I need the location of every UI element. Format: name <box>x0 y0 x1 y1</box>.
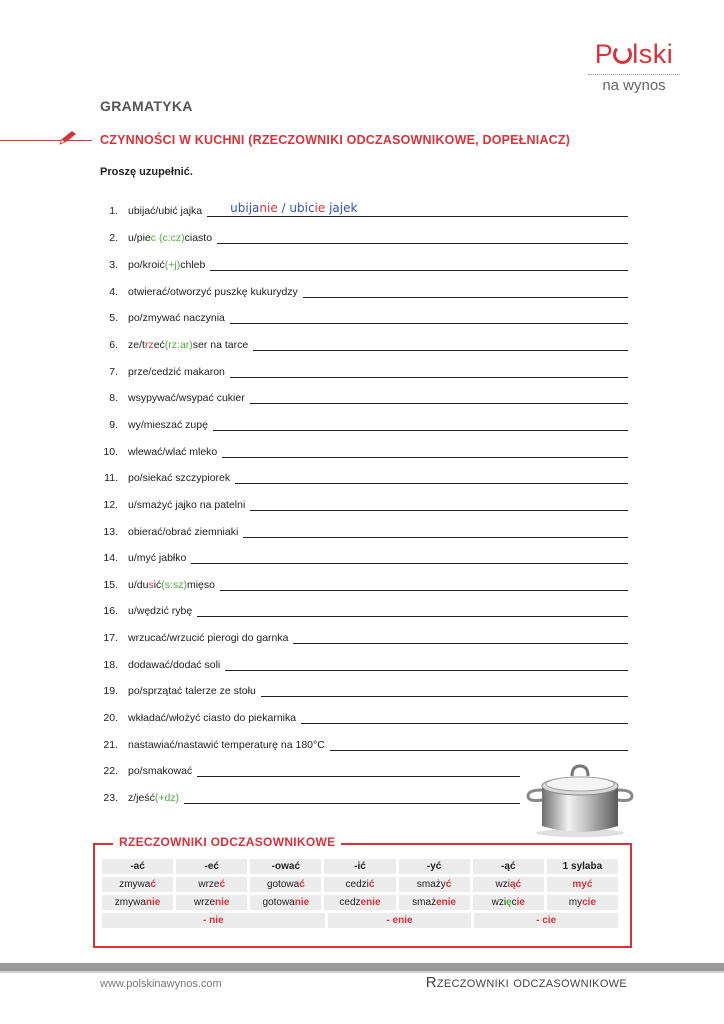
section-label: GRAMATYKA <box>100 98 193 114</box>
noun-ending: nie <box>294 897 310 908</box>
exercise-prompt: po/sprzątać talerze ze stołu <box>128 685 256 697</box>
exercise-prompt: wlewać/wlać mleko <box>128 446 218 458</box>
exercise-item-19 <box>96 681 628 697</box>
exercise-prompt: u/pie <box>128 232 151 244</box>
answer-line[interactable] <box>222 445 628 458</box>
exercise-prompt: ze/t <box>128 339 145 351</box>
pencil-icon <box>58 130 78 146</box>
exercise-item-7 <box>96 362 628 378</box>
exercise-prompt-rest: chleb <box>180 259 206 271</box>
answer-line[interactable] <box>250 498 628 511</box>
exercise-number: 7. <box>109 366 118 378</box>
verb-cell <box>176 877 247 892</box>
answer-line[interactable] <box>220 578 628 591</box>
exercise-prompt: po/kroić <box>128 259 165 271</box>
exercise-prompt-rest: ser na tarce <box>192 339 249 351</box>
worksheet-title: CZYNNOŚCI W KUCHNI (RZECZOWNIKI ODCZASOWNIKOWE, DOPEŁNIACZ) <box>100 133 571 147</box>
exercise-number: 21. <box>103 739 118 751</box>
exercise-prompt: wy/mieszać zupę <box>128 419 208 431</box>
exercise-item-2 <box>96 228 628 244</box>
header-cell: -yć <box>399 859 470 874</box>
exercise-number: 16. <box>103 605 118 617</box>
noun-ending: nie <box>145 897 161 908</box>
exercise-prompt: u/myć jabłko <box>128 552 187 564</box>
exercise-item-6 <box>96 335 628 351</box>
answer-line[interactable] <box>235 471 628 484</box>
noun-cell <box>176 895 247 910</box>
exercise-item-10 <box>96 442 628 458</box>
verb-ending: ć <box>368 879 375 890</box>
noun-stem: wrze <box>193 897 216 908</box>
exercise-prompt: wrzucać/wrzucić pierogi do garnka <box>128 632 289 644</box>
verb-cell <box>399 877 470 892</box>
verb-ending: ć <box>150 879 156 890</box>
exercise-number: 22. <box>103 765 118 777</box>
exercise-prompt: obierać/obrać ziemniaki <box>128 526 239 538</box>
exercise-number: 2. <box>109 232 118 244</box>
exercise-item-15 <box>96 575 628 591</box>
exercise-hint: (+dz) <box>154 792 180 804</box>
noun-cell <box>473 895 544 910</box>
verb-cell <box>102 877 173 892</box>
noun-cell <box>250 895 321 910</box>
exercise-prompt: u/du <box>128 579 149 591</box>
exercise-prompt: u/smażyć jajko na patelni <box>128 499 246 511</box>
exercise-number: 15. <box>103 579 118 591</box>
exercise-number: 8. <box>109 392 118 404</box>
exercise-item-8 <box>96 388 628 404</box>
instruction: Proszę uzupełnić. <box>100 166 193 178</box>
answer-line[interactable] <box>225 658 628 671</box>
exercise-item-17 <box>96 628 628 644</box>
header-cell: -ać <box>102 859 173 874</box>
exercise-number: 3. <box>109 259 118 271</box>
verb-cell <box>324 877 395 892</box>
answer-line[interactable] <box>230 365 628 378</box>
verb-stem: my <box>572 879 587 890</box>
exercise-prompt: wsypywać/wsypać cukier <box>128 392 245 404</box>
logo-o-icon <box>613 45 632 64</box>
answer-line[interactable] <box>197 604 628 617</box>
logo-divider <box>588 74 680 75</box>
noun-cell <box>324 895 395 910</box>
exercise-item-18 <box>96 655 628 671</box>
answer-line[interactable] <box>197 764 520 777</box>
noun-cell <box>399 895 470 910</box>
handwritten-answer <box>230 201 357 215</box>
noun-stem: zmywa <box>114 897 146 908</box>
verb-stem: wzi <box>495 879 510 890</box>
exercise-item-1 <box>96 201 628 217</box>
exercise-prompt: z/jeść <box>128 792 155 804</box>
verb-ending: ć <box>299 879 305 890</box>
exercise-prompt-mid: ić <box>153 579 162 591</box>
answer-part: jajek <box>325 201 358 215</box>
noun-stem: wzi <box>491 897 507 908</box>
grammar-box-title: RZECZOWNIKI ODCZASOWNIKOWE <box>113 835 341 849</box>
suffix-cell: - nie <box>102 913 325 928</box>
noun-ending: nie <box>215 897 230 908</box>
exercise-number: 19. <box>103 685 118 697</box>
footer-url[interactable]: www.polskinawynos.com <box>100 978 222 990</box>
table-row-headers <box>102 859 618 874</box>
answer-line[interactable] <box>191 551 628 564</box>
noun-cell <box>102 895 173 910</box>
answer-line[interactable] <box>253 338 628 351</box>
answer-line[interactable] <box>217 231 628 244</box>
noun-stem: my <box>568 897 583 908</box>
verb-stem: cedzi <box>345 879 369 890</box>
exercise-item-23 <box>96 788 520 804</box>
header-cell: -ąć <box>473 859 544 874</box>
exercise-prompt: po/siekać szczypiorek <box>128 472 231 484</box>
logo-brand <box>584 40 684 68</box>
header-cell: -ować <box>250 859 321 874</box>
noun-ending: enie <box>360 897 381 908</box>
exercise-highlight: s <box>148 579 154 591</box>
verb-ending: ć <box>586 879 593 890</box>
exercise-prompt: u/wędzić rybę <box>128 605 193 617</box>
suffix-cell: - cie <box>474 913 618 928</box>
exercise-number: 9. <box>109 419 118 431</box>
answer-line[interactable] <box>293 631 628 644</box>
noun-ending: ie <box>516 897 525 908</box>
table-row-nouns <box>102 895 618 910</box>
answer-ending: ie <box>314 201 326 215</box>
exercise-number: 5. <box>109 312 118 324</box>
grammar-table <box>102 859 618 931</box>
header-cell: -ić <box>324 859 395 874</box>
noun-stem: c <box>511 897 517 908</box>
footer-title: Rzeczowniki odczasownikowe <box>425 974 627 991</box>
answer-part: ubija <box>230 201 260 215</box>
answer-line[interactable] <box>230 311 628 324</box>
answer-ending: nie <box>259 201 278 215</box>
exercise-number: 11. <box>104 472 118 484</box>
logo-brand-p: P <box>594 39 614 69</box>
answer-line[interactable] <box>301 711 628 724</box>
exercise-prompt: dodawać/dodać soli <box>128 659 221 671</box>
exercise-item-22 <box>96 761 520 777</box>
answer-part: / ubic <box>277 201 315 215</box>
answer-line[interactable] <box>250 391 628 404</box>
verb-cell <box>473 877 544 892</box>
answer-line[interactable] <box>207 201 628 217</box>
exercise-hint: c (c:cz) <box>150 232 185 244</box>
exercise-number: 6. <box>109 339 118 351</box>
exercise-number: 17. <box>103 632 118 644</box>
exercise-prompt: po/zmywać naczynia <box>128 312 225 324</box>
exercise-prompt: wkładać/włożyć ciasto do piekarnika <box>128 712 297 724</box>
exercise-prompt-mid: eć <box>153 339 165 351</box>
verb-stem: smaży <box>416 879 446 890</box>
exercise-hint: (rz:ar) <box>164 339 193 351</box>
answer-line[interactable] <box>330 738 628 751</box>
answer-line[interactable] <box>243 525 628 538</box>
exercise-number: 20. <box>103 712 118 724</box>
exercise-item-16 <box>96 601 628 617</box>
noun-cell <box>547 895 618 910</box>
exercise-item-5 <box>96 308 628 324</box>
noun-stem: smaż <box>412 897 437 908</box>
verb-ending: ć <box>219 879 226 890</box>
noun-stem: gotowa <box>262 897 295 908</box>
table-row-suffixes <box>102 913 618 928</box>
exercise-hint: (+j) <box>164 259 181 271</box>
noun-stem: cedz <box>339 897 361 908</box>
exercise-number: 23. <box>103 792 118 804</box>
exercise-item-20 <box>96 708 628 724</box>
exercise-number: 18. <box>103 659 118 671</box>
exercise-item-12 <box>96 495 628 511</box>
verb-stem: zmywa <box>119 879 151 890</box>
exercise-number: 14. <box>103 552 118 564</box>
exercise-prompt: po/smakować <box>128 765 193 777</box>
exercise-number: 12. <box>103 499 118 511</box>
footer-band-light <box>0 971 724 973</box>
verb-cell <box>250 877 321 892</box>
cooking-pot-icon <box>520 758 640 838</box>
exercise-item-14 <box>96 548 628 564</box>
noun-vowel: ę <box>506 897 512 908</box>
exercise-prompt: prze/cedzić makaron <box>128 366 225 378</box>
exercise-hint: (s:sz) <box>161 579 187 591</box>
header-cell: -eć <box>176 859 247 874</box>
exercise-number: 10. <box>103 446 118 458</box>
exercise-item-3 <box>96 255 628 271</box>
exercise-number: 13. <box>103 526 118 538</box>
exercise-item-21 <box>96 735 628 751</box>
exercise-number: 1. <box>109 205 118 217</box>
title-rule <box>0 140 92 141</box>
exercise-item-9 <box>96 415 628 431</box>
logo-brand-rest: lski <box>632 39 674 69</box>
noun-ending: cie <box>582 897 597 908</box>
suffix-cell: - enie <box>328 913 472 928</box>
exercise-item-13 <box>96 522 628 538</box>
answer-line[interactable] <box>210 258 628 271</box>
logo <box>584 40 684 94</box>
answer-line[interactable] <box>184 791 520 804</box>
noun-ending: enie <box>436 897 457 908</box>
answer-line[interactable] <box>261 684 628 697</box>
verb-stem: gotowa <box>266 879 300 890</box>
exercise-prompt: nastawiać/nastawić temperaturę na 180°C <box>128 739 325 751</box>
exercise-prompt: ubijać/ubić jajka <box>128 205 203 217</box>
footer-band <box>0 963 724 971</box>
verb-ending: ąć <box>509 879 522 890</box>
exercise-number: 4. <box>109 286 118 298</box>
header-cell: 1 sylaba <box>547 859 618 874</box>
exercise-highlight: rz <box>144 339 154 351</box>
verb-stem: wrze <box>198 879 220 890</box>
exercise-item-11 <box>96 468 628 484</box>
exercise-item-4 <box>96 282 628 298</box>
exercise-prompt-rest: ciasto <box>184 232 213 244</box>
verb-ending: ć <box>445 879 452 890</box>
exercise-prompt-rest: mięso <box>186 579 215 591</box>
exercise-prompt: otwierać/otworzyć puszkę kukurydzy <box>128 286 298 298</box>
table-row-verbs <box>102 877 618 892</box>
logo-subtitle: na wynos <box>602 77 666 94</box>
answer-line[interactable] <box>303 285 628 298</box>
answer-line[interactable] <box>213 418 628 431</box>
verb-cell <box>547 877 618 892</box>
